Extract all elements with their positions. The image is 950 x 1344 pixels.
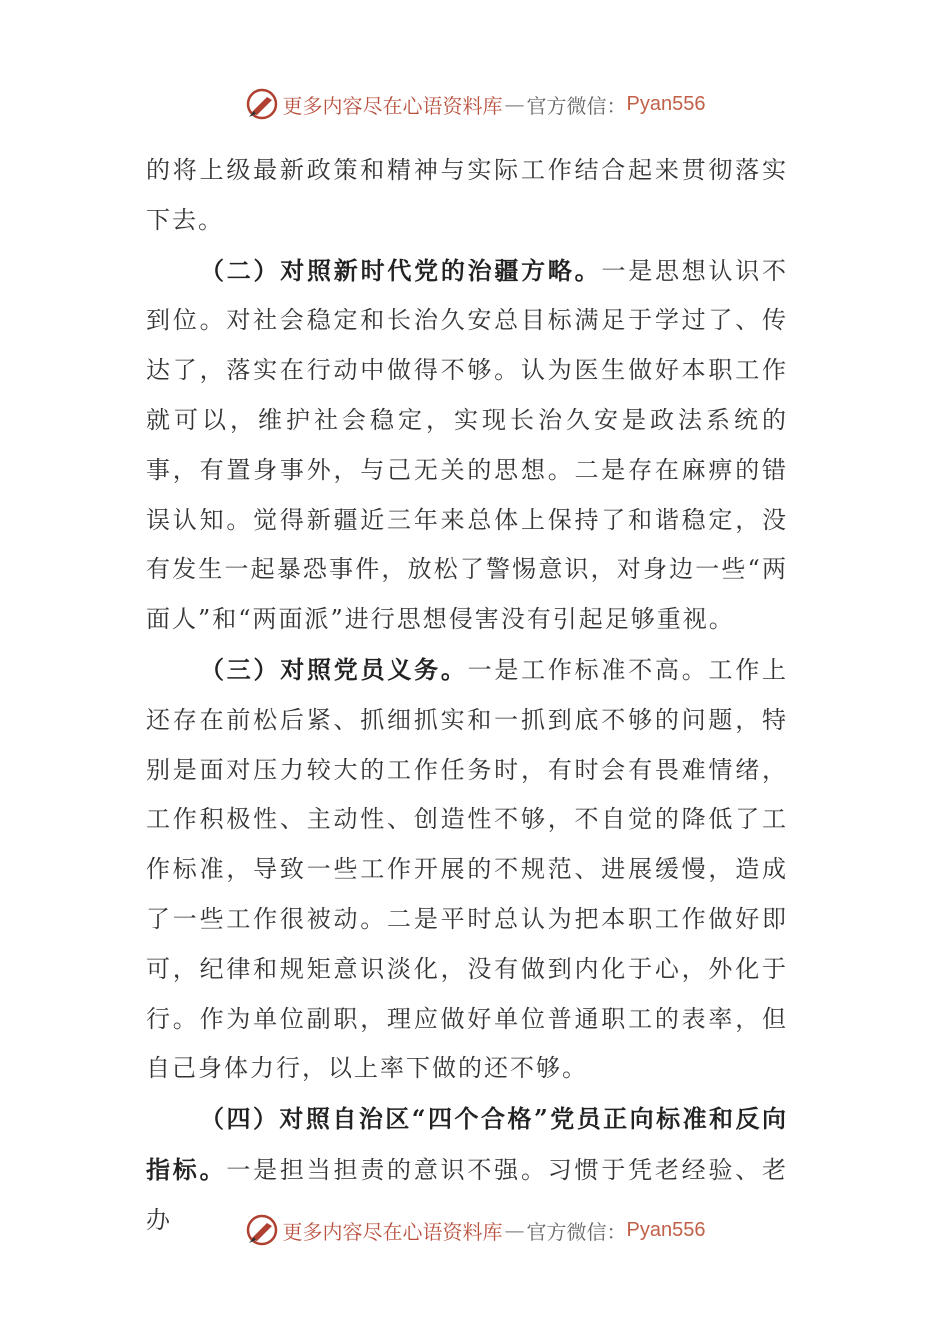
paragraph-continuation	[146, 146, 788, 246]
pen-nib-logo-icon	[245, 87, 279, 121]
section-heading: （三）对照党员义务。	[200, 654, 468, 684]
paragraph-text: 一是思想认识不到位。对社会稳定和长治久安总目标满足于学过了、传达了，落实在行动中做得不够。认为医生做好本职工作就可以，维护社会稳定，实现长治久安是政法系统的事，有置身事外，与己无关的思想。二是存在麻痹的错误认知。觉得新疆近三年来总体上保持了和谐稳定，没有发生一起暴恐事件，放松了警惕意识，对身边一些“两面人”和“两面派”进行思想侵害没有引起足够重视。	[146, 256, 789, 634]
pen-nib-logo-icon	[245, 1213, 279, 1247]
footer-banner	[0, 1210, 950, 1250]
banner-wechat-id: Pyan556	[626, 92, 706, 115]
header-banner	[0, 84, 950, 124]
paragraph-text: 一是工作标准不高。工作上还存在前松后紧、抓细抓实和一抓到底不够的问题，特别是面对压力较大的工作任务时，有时会有畏难情绪，工作积极性、主动性、创造性不够，不自觉的降低了工作标准，导致一些工作开展的不规范、进展缓慢，造成了一些工作很被动。二是平时总认为把本职工作做好即可，纪律和规矩意识淡化，没有做到内化于心，外化于行。作为单位副职，理应做好单位普通职工的表率，但自己身体力行，以上率下做的还不够。	[146, 655, 789, 1083]
section-heading: （二）对照新时代党的治疆方略。	[200, 255, 602, 285]
banner-separator: —	[504, 1218, 525, 1242]
document-body	[146, 146, 788, 1246]
section-heading: （四）对照自治区“四个合格”党员正向标准和反向指标。	[146, 1104, 788, 1184]
banner-site-name: 更多内容尽在心语资料库	[282, 1219, 503, 1244]
banner-wechat-label: 官方微信：	[526, 93, 627, 118]
banner-wechat-id: Pyan556	[626, 1218, 706, 1241]
paragraph-text: 一是担当担责的意识不强。习惯于凭老经验、老办	[146, 1155, 789, 1234]
banner-separator: —	[504, 92, 525, 116]
banner-wechat-label: 官方微信：	[526, 1219, 627, 1244]
paragraph-text: 的将上级最新政策和精神与实际工作结合起来贯彻落实下去。	[146, 156, 788, 234]
banner-site-name: 更多内容尽在心语资料库	[282, 93, 503, 118]
paragraph-section-3	[146, 645, 788, 1094]
paragraph-section-2	[146, 246, 788, 645]
